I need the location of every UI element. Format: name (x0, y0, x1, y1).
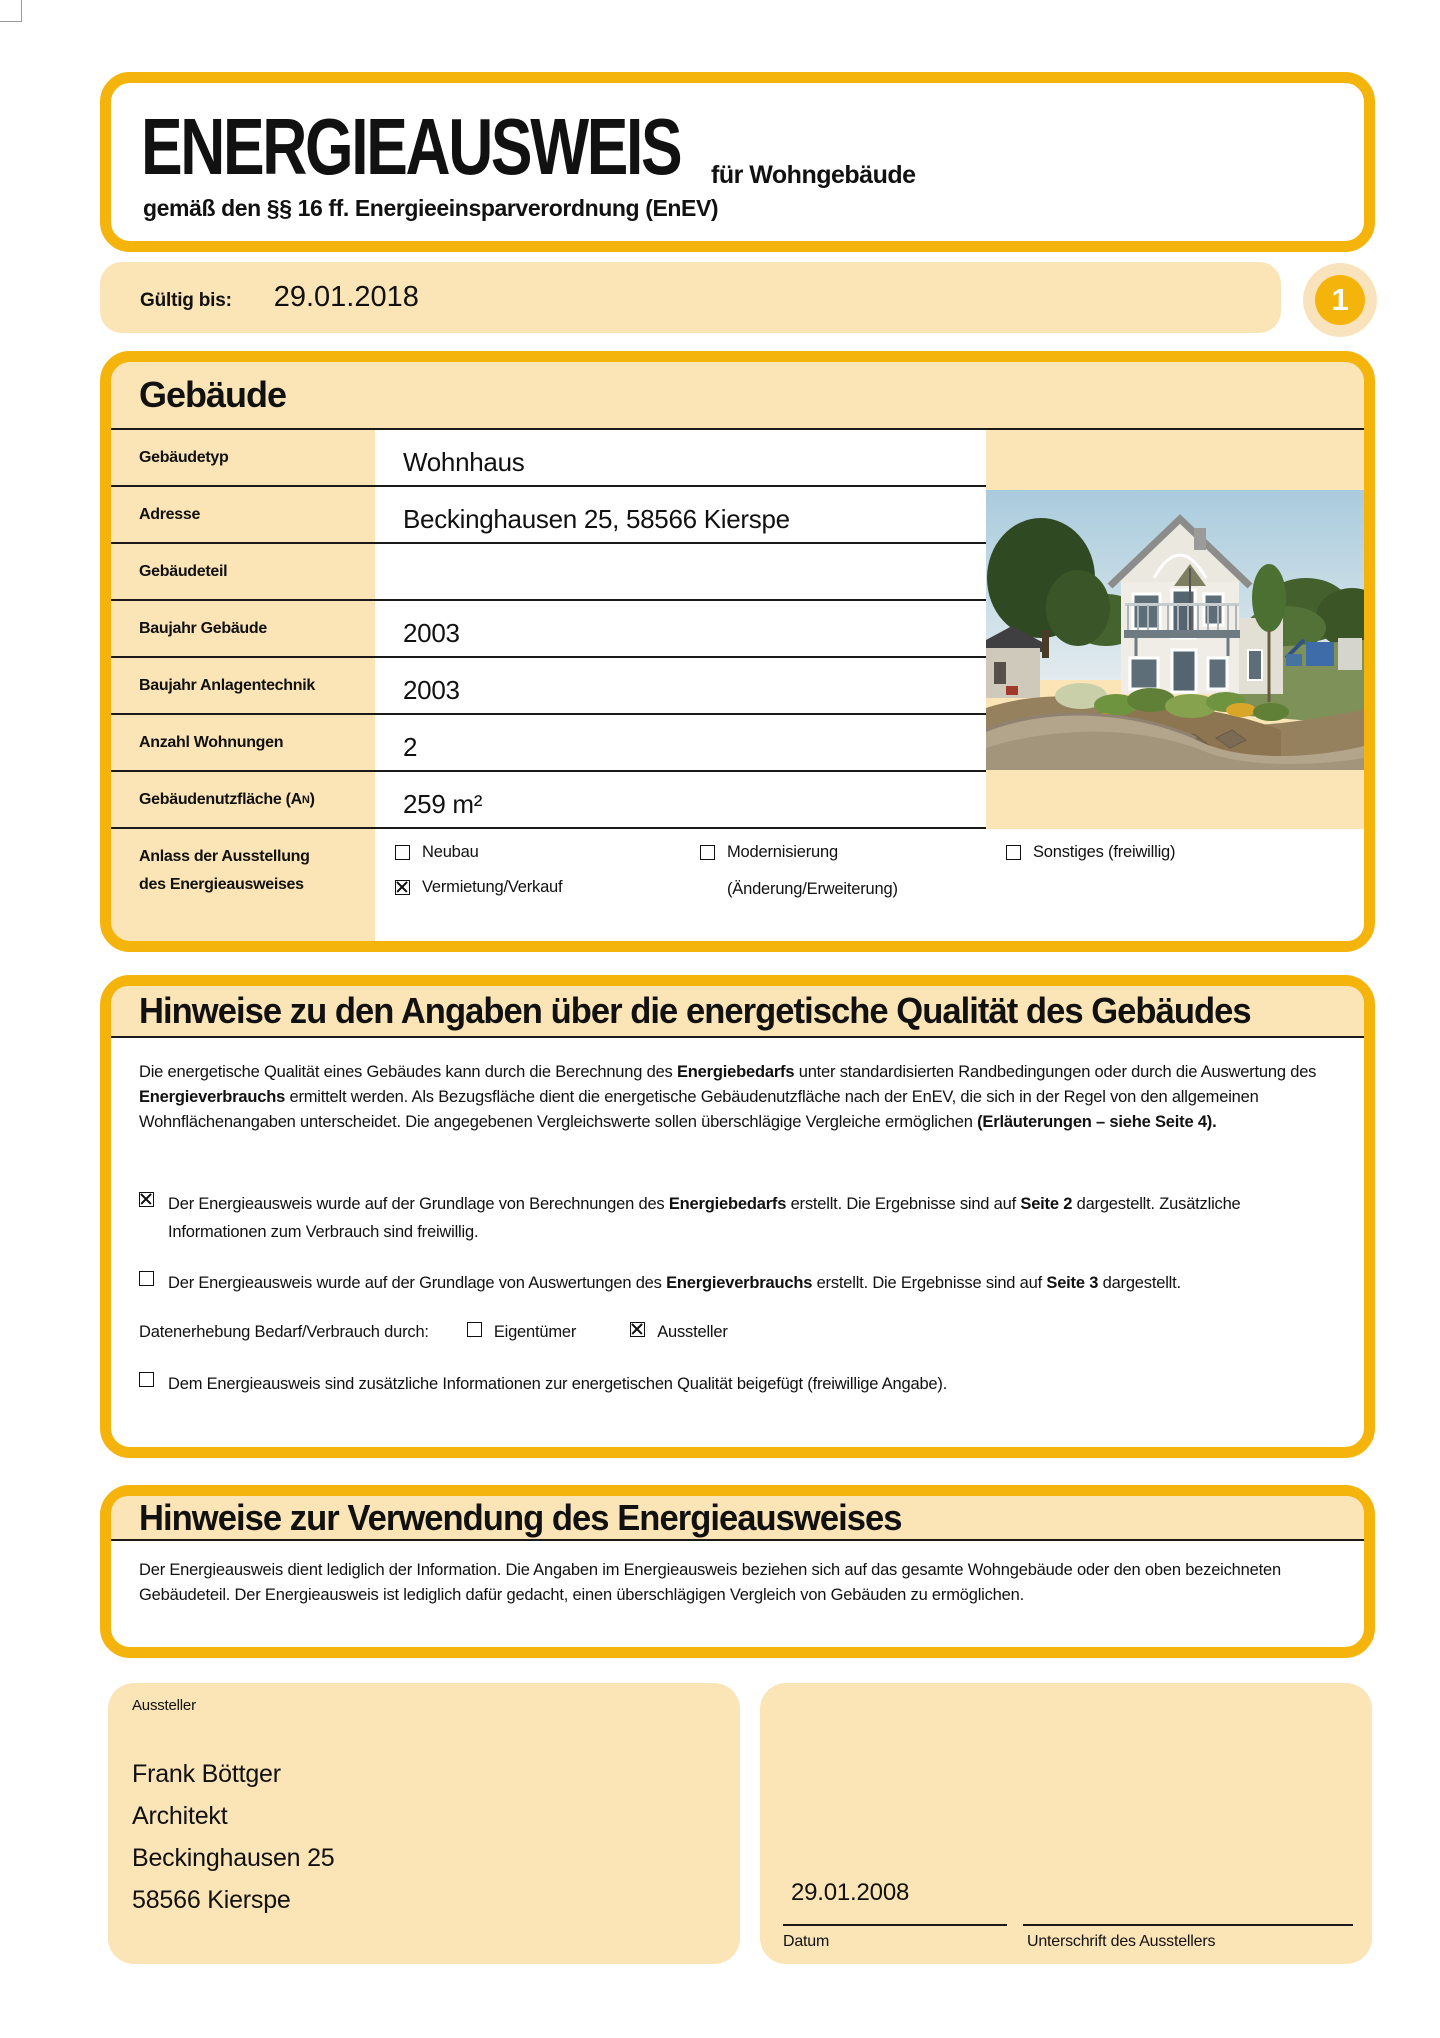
table-row (111, 487, 986, 544)
option-neubau: Neubau (395, 843, 479, 862)
date-label: Datum (783, 1933, 830, 1950)
usage-paragraph: Der Energieausweis dient lediglich der Information. Die Angaben im Energieausweis beziehen sich auf das gesamte Wohngebäude oder den oben bezeichneten Gebäudeteil. Der Energieausweis ist lediglich dafür gedacht, einen überschlägigen Vergleich von Gebäuden zu ermöglichen. (139, 1561, 1281, 1604)
occasion-options (375, 829, 1364, 941)
signature-label: Unterschrift des Ausstellers (1027, 1933, 1216, 1950)
table-row (111, 715, 986, 772)
checkbox-energieverbrauch-icon[interactable] (139, 1271, 154, 1286)
option-aussteller: Aussteller (630, 1320, 727, 1345)
issuer-city: 58566 Kierspe (132, 1886, 291, 1914)
issuer-label: Aussteller (132, 1697, 196, 1714)
document-title: ENERGIEAUSWEIS (141, 102, 681, 191)
page-number: 1 (1315, 275, 1365, 325)
page-number-badge (1303, 263, 1377, 337)
building-photo (986, 490, 1364, 770)
quality-intro-paragraph: Die energetische Qualität eines Gebäudes kann durch die Berechnung des Energiebedarfs unter standardisierten Randbedingungen oder durch die Auswertung des Energieverbrauchs ermittelt werden. Als Bezugsfläche dient die energetische Gebäudenutzfläche nach der EnEV, die sich in der Regel von den allgemeinen Wohnflächenangaben unterscheidet. Die angegebenen Vergleichswerte sollen überschlägige Vergleiche ermöglichen (Erläuterungen – siehe Seite 4). (139, 1063, 1317, 1131)
building-table (111, 430, 986, 829)
row-label: Gebäudetyp (139, 448, 229, 466)
data-collection-label: Datenerhebung Bedarf/Verbrauch durch: (139, 1323, 429, 1341)
option-modernisierung: Modernisierung (700, 843, 838, 862)
signature-line (1023, 1924, 1353, 1926)
issuer-name: Frank Böttger (132, 1760, 281, 1788)
option-vermietung-verkauf: Vermietung/Verkauf (395, 878, 562, 897)
row-value: 259 m² (375, 772, 986, 827)
signature-box (760, 1683, 1372, 1964)
option-modernisierung-line2: (Änderung/Erweiterung) (727, 880, 898, 898)
page-corner-mark (0, 0, 22, 22)
option-sonstiges: Sonstiges (freiwillig) (1006, 843, 1175, 862)
document-title-suffix: für Wohngebäude (711, 161, 916, 189)
table-row (111, 772, 986, 829)
row-label: Baujahr Gebäude (139, 619, 267, 637)
table-row (111, 658, 986, 715)
date-line (783, 1924, 1007, 1926)
row-value: 2 (375, 715, 986, 770)
quality-section-header (111, 986, 1364, 1038)
option-eigentuemer: Eigentümer (467, 1320, 576, 1345)
bullet-energieverbrauch: Der Energieausweis wurde auf der Grundlage von Auswertungen des Energieverbrauchs erstellt. Die Ergebnisse sind auf Seite 3 dargestellt. (139, 1269, 1334, 1297)
header-box (100, 72, 1375, 252)
checkbox-modernisierung-icon[interactable] (700, 845, 715, 860)
issuer-address (132, 1753, 335, 1921)
row-value (375, 544, 986, 599)
usage-section-title: Hinweise zur Verwendung des Energieausweises (139, 1496, 902, 1538)
row-label: Gebäudeteil (139, 562, 228, 580)
building-section-title: Gebäude (139, 374, 287, 415)
issuer-street: Beckinghausen 25 (132, 1844, 335, 1872)
row-label: Adresse (139, 505, 201, 523)
bullet-energiebedarf: Der Energieausweis wurde auf der Grundlage von Berechnungen des Energiebedarfs erstellt. Die Ergebnisse sind auf Seite 2 dargestellt. Zusätzliche Informationen zum Verbrauch sind freiwillig. (139, 1190, 1334, 1246)
issuer-profession: Architekt (132, 1802, 228, 1830)
usage-section (100, 1485, 1375, 1658)
checkbox-vermietung-icon[interactable] (395, 880, 410, 895)
usage-section-header (111, 1496, 1364, 1541)
table-row (111, 601, 986, 658)
data-collection-row (139, 1320, 768, 1345)
valid-until-date: 29.01.2018 (273, 281, 419, 313)
row-value: Beckinghausen 25, 58566 Kierspe (375, 487, 986, 542)
quality-section (100, 975, 1375, 1458)
row-label: Anzahl Wohnungen (139, 733, 284, 751)
building-section (100, 351, 1375, 952)
row-value: 2003 (375, 601, 986, 656)
bullet-additional-info: Dem Energieausweis sind zusätzliche Informationen zur energetischen Qualität beigefügt (freiwillige Angabe). (139, 1370, 1334, 1398)
table-row (111, 544, 986, 601)
row-label: Baujahr Anlagentechnik (139, 676, 315, 694)
quality-section-title: Hinweise zu den Angaben über die energetische Qualität des Gebäudes (139, 990, 1251, 1031)
checkbox-neubau-icon[interactable] (395, 845, 410, 860)
checkbox-aussteller-icon[interactable] (630, 1322, 645, 1337)
issue-date: 29.01.2008 (791, 1879, 910, 1906)
checkbox-energiebedarf-icon[interactable] (139, 1192, 154, 1207)
document-subtitle: gemäß den §§ 16 ff. Energieeinsparverordnung (EnEV) (143, 195, 719, 221)
checkbox-sonstiges-icon[interactable] (1006, 845, 1021, 860)
row-label: Gebäudenutzfläche (A N ) (139, 790, 315, 808)
valid-until-label: Gültig bis: (140, 290, 232, 311)
table-row (111, 430, 986, 487)
occasion-row (111, 829, 1364, 941)
occasion-label: Anlass der Ausstellung des Energieausweises (139, 848, 310, 893)
issuer-box (108, 1683, 740, 1964)
checkbox-eigentuemer-icon[interactable] (467, 1322, 482, 1337)
checkbox-additional-info-icon[interactable] (139, 1372, 154, 1387)
validity-strip (100, 262, 1281, 333)
row-value: Wohnhaus (375, 430, 986, 485)
row-value: 2003 (375, 658, 986, 713)
